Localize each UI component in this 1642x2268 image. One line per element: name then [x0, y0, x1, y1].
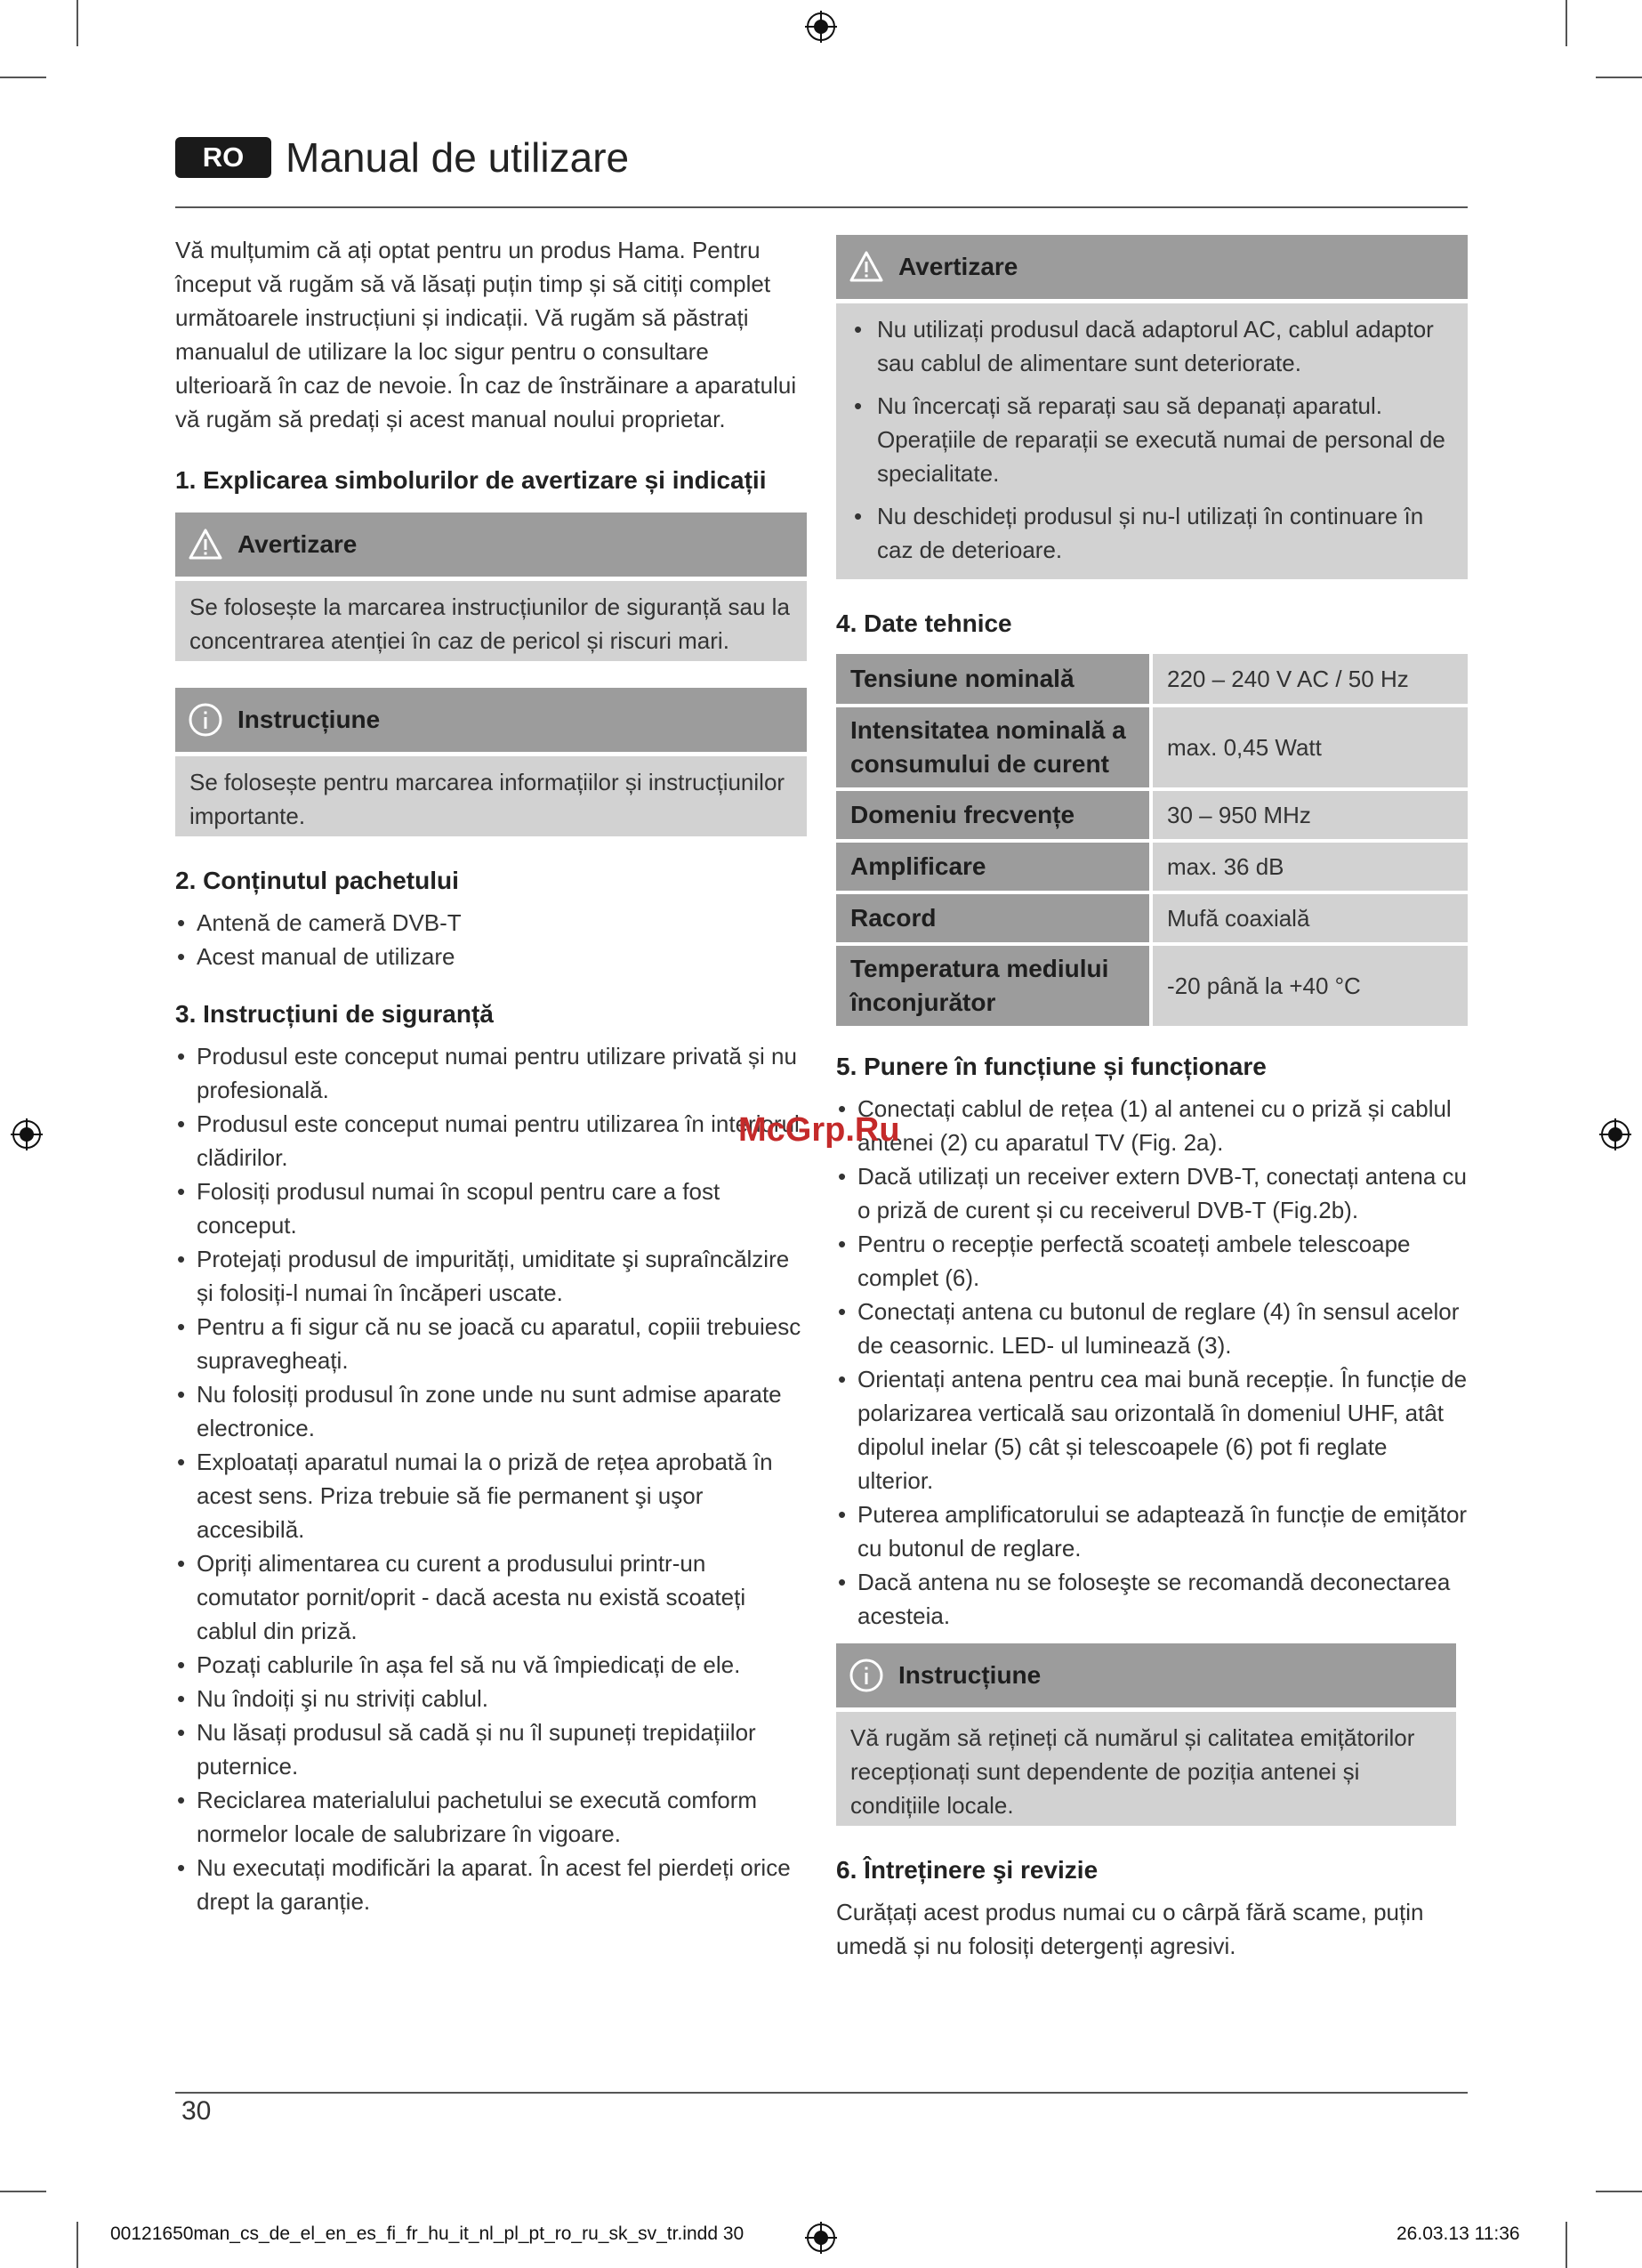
list-item: • Nu utilizați produsul dacă adaptorul AC, cablul adaptor sau cablul de alimentare sunt deteriorate. [850, 312, 1453, 380]
print-slug-filename: 00121650man_cs_de_el_en_es_fi_fr_hu_it_nl_pl_pt_ro_ru_sk_sv_tr.indd 30 [110, 2224, 745, 2244]
list-item: • Dacă utilizați un receiver extern DVB-T, conectați antena cu o priză de curent și cu receiverul DVB-T (Fig.2b). [836, 1159, 1468, 1227]
crop-mark [76, 2222, 78, 2268]
technical-data-table [836, 650, 1468, 1029]
spec-value: -20 până la +40 °C [1153, 946, 1468, 1026]
note-box-2-title: Instrucțiune [898, 1661, 1042, 1689]
registration-mark-icon [1599, 1118, 1631, 1150]
package-contents-list [175, 906, 807, 973]
list-item: • Nu încercați să reparați sau să depanați aparatul. Operațiile de reparații se execută numai de personal de specialitate. [850, 389, 1453, 490]
list-item: • Nu executați modificări la aparat. În acest fel pierdeți orice drept la garanție. [175, 1851, 807, 1918]
table-row [836, 791, 1468, 839]
operation-list [836, 1092, 1468, 1633]
spec-label: Intensitatea nominală a consumului de curent [836, 707, 1153, 787]
warning-list [850, 312, 1453, 567]
spec-value: max. 0,45 Watt [1153, 707, 1468, 787]
spec-value: Mufă coaxială [1153, 894, 1468, 942]
list-item: • Conectați antena cu butonul de reglare (4) în sensul acelor de ceasornic. LED- ul luminează (3). [836, 1295, 1468, 1362]
table-row [836, 843, 1468, 891]
list-item: • Antenă de cameră DVB-T [175, 906, 807, 940]
spec-value: 220 – 240 V AC / 50 Hz [1153, 654, 1468, 704]
left-column [175, 233, 807, 1918]
spec-label: Domeniu frecvențe [836, 791, 1153, 839]
registration-mark-icon [11, 1118, 43, 1150]
warning-box-header [175, 513, 807, 577]
list-item: • Opriți alimentarea cu curent a produsului printr-un comutator pornit/oprit - dacă acesta nu există scoateți cablul din priză. [175, 1546, 807, 1648]
watermark: McGrp.Ru [738, 1111, 900, 1149]
table-row [836, 707, 1468, 787]
list-item: • Protejați produsul de impurități, umiditate şi supraîncălzire și folosiți-l numai în încăperi uscate. [175, 1242, 807, 1310]
page-title: Manual de utilizare [286, 134, 630, 181]
list-item: • Pentru o recepție perfectă scoateți ambele telescoape complet (6). [836, 1227, 1468, 1295]
list-item: • Nu folosiți produsul în zone unde nu sunt admise aparate electronice. [175, 1377, 807, 1445]
list-item: • Produsul este conceput numai pentru utilizarea în interiorul clădirilor. [175, 1107, 807, 1174]
right-column [836, 233, 1468, 1963]
warning-box-body [175, 581, 807, 661]
spec-label: Temperatura mediului înconjurător [836, 946, 1153, 1026]
list-item: • Exploatați aparatul numai la o priză de rețea aprobată în acest sens. Priza trebuie să fie permanent şi uşor accesibilă. [175, 1445, 807, 1546]
page-number: 30 [181, 2096, 212, 2126]
list-item: • Dacă antena nu se foloseşte se recomandă deconectarea acesteia. [836, 1565, 1468, 1633]
list-item: • Produsul este conceput numai pentru utilizare privată și nu profesională. [175, 1039, 807, 1107]
section-5-heading: 5. Punere în funcțiune și funcționare [836, 1053, 1267, 1080]
list-item: • Folosiți produsul numai în scopul pentru care a fost conceput. [175, 1174, 807, 1242]
spec-value: max. 36 dB [1153, 843, 1468, 891]
info-circle-icon [849, 1658, 884, 1693]
crop-mark [1596, 2191, 1642, 2192]
maintenance-text: Curățați acest produs numai cu o cârpă fără scame, puțin umedă și nu folosiți detergenți agresivi. [836, 1899, 1424, 1959]
list-item: • Reciclarea materialului pachetului se execută comform normelor locale de salubrizare în vigoare. [175, 1783, 807, 1851]
list-item: • Pozați cablurile în așa fel să nu vă împiedicați de ele. [175, 1648, 807, 1682]
list-item: • Acest manual de utilizare [175, 940, 807, 973]
registration-mark-icon [805, 11, 837, 43]
crop-mark [1596, 77, 1642, 78]
crop-mark [1566, 2222, 1567, 2268]
table-row [836, 894, 1468, 942]
section-2-heading: 2. Conținutul pachetului [175, 867, 459, 894]
footer-rule [175, 2092, 1468, 2094]
note-box-2-body [836, 1712, 1456, 1826]
safety-list [175, 1039, 807, 1918]
crop-mark [76, 0, 78, 46]
warning-box-title: Avertizare [237, 530, 358, 558]
note-box-2-header [836, 1643, 1456, 1707]
warning-box-2-title: Avertizare [898, 253, 1018, 280]
warning-triangle-icon [849, 249, 884, 285]
note-box-header [175, 688, 807, 752]
crop-mark [0, 2191, 46, 2192]
list-item: • Nu lăsați produsul să cadă și nu îl supuneți trepidațiilor puternice. [175, 1715, 807, 1783]
section-4-heading: 4. Date tehnice [836, 609, 1012, 637]
note-box [175, 688, 807, 836]
list-item: • Nu deschideți produsul și nu-l utilizați în continuare în caz de deterioare. [850, 499, 1453, 567]
list-item: • Conectați cablul de rețea (1) al antenei cu o priză și cablul antenei (2) cu aparatul TV (Fig. 2a). [836, 1092, 1468, 1159]
intro-paragraph: Vă mulțumim că ați optat pentru un produs Hama. Pentru început vă rugăm să vă lăsați puțin timp și să citiți complet următoarele instrucțiuni și indicații. Vă rugăm să păstrați manualul de utilizare la loc sigur pentru o consultare ulterioară în caz de nevoie. În caz de înstrăinare a aparatului vă rugăm să predați și acest manual noului proprietar. [175, 237, 797, 432]
warning-box-2 [836, 235, 1468, 579]
section-3-heading: 3. Instrucțiuni de siguranță [175, 1000, 494, 1028]
crop-mark [1566, 0, 1567, 46]
list-item: • Orientați antena pentru cea mai bună recepție. În funcție de polarizarea verticală sau orizontală în domeniul UHF, atât dipolul inelar (5) cât și telescoapele (6) pot fi reglate ulterior. [836, 1362, 1468, 1497]
warning-box-2-body [836, 303, 1468, 579]
note-box-2-text: Vă rugăm să rețineți că numărul și calitatea emițătorilor recepționați sunt dependente de poziția antenei și condițiile locale. [850, 1724, 1415, 1819]
list-item: • Nu îndoiți şi nu striviți cablul. [175, 1682, 807, 1715]
print-slug-date: 26.03.13 11:36 [1397, 2224, 1520, 2244]
spec-value: 30 – 950 MHz [1153, 791, 1468, 839]
list-item: • Puterea amplificatorului se adaptează în funcție de emițător cu butonul de reglare. [836, 1497, 1468, 1565]
info-circle-icon [188, 702, 223, 738]
note-box-2 [836, 1643, 1456, 1826]
language-badge: RO [175, 137, 271, 178]
section-6-heading: 6. Întreținere şi revizie [836, 1856, 1099, 1884]
spec-label: Racord [836, 894, 1153, 942]
table-row [836, 654, 1468, 704]
registration-mark-icon [805, 2222, 837, 2254]
warning-triangle-icon [188, 527, 223, 562]
warning-box-text: Se folosește la marcarea instrucțiunilor de siguranță sau la concentrarea atenției în caz de pericol și riscuri mari. [189, 593, 790, 654]
spec-label: Tensiune nominală [836, 654, 1153, 704]
note-box-title: Instrucțiune [237, 706, 381, 733]
list-item: • Pentru a fi sigur că nu se joacă cu aparatul, copiii trebuiesc supravegheați. [175, 1310, 807, 1377]
page-header [175, 133, 1468, 208]
section-1-heading: 1. Explicarea simbolurilor de avertizare și indicații [175, 466, 767, 494]
note-box-text: Se folosește pentru marcarea informațiilor și instrucțiunilor importante. [189, 769, 785, 829]
warning-box [175, 513, 807, 661]
table-row [836, 946, 1468, 1026]
spec-label: Amplificare [836, 843, 1153, 891]
note-box-body [175, 756, 807, 836]
crop-mark [0, 77, 46, 78]
warning-box-2-header [836, 235, 1468, 299]
